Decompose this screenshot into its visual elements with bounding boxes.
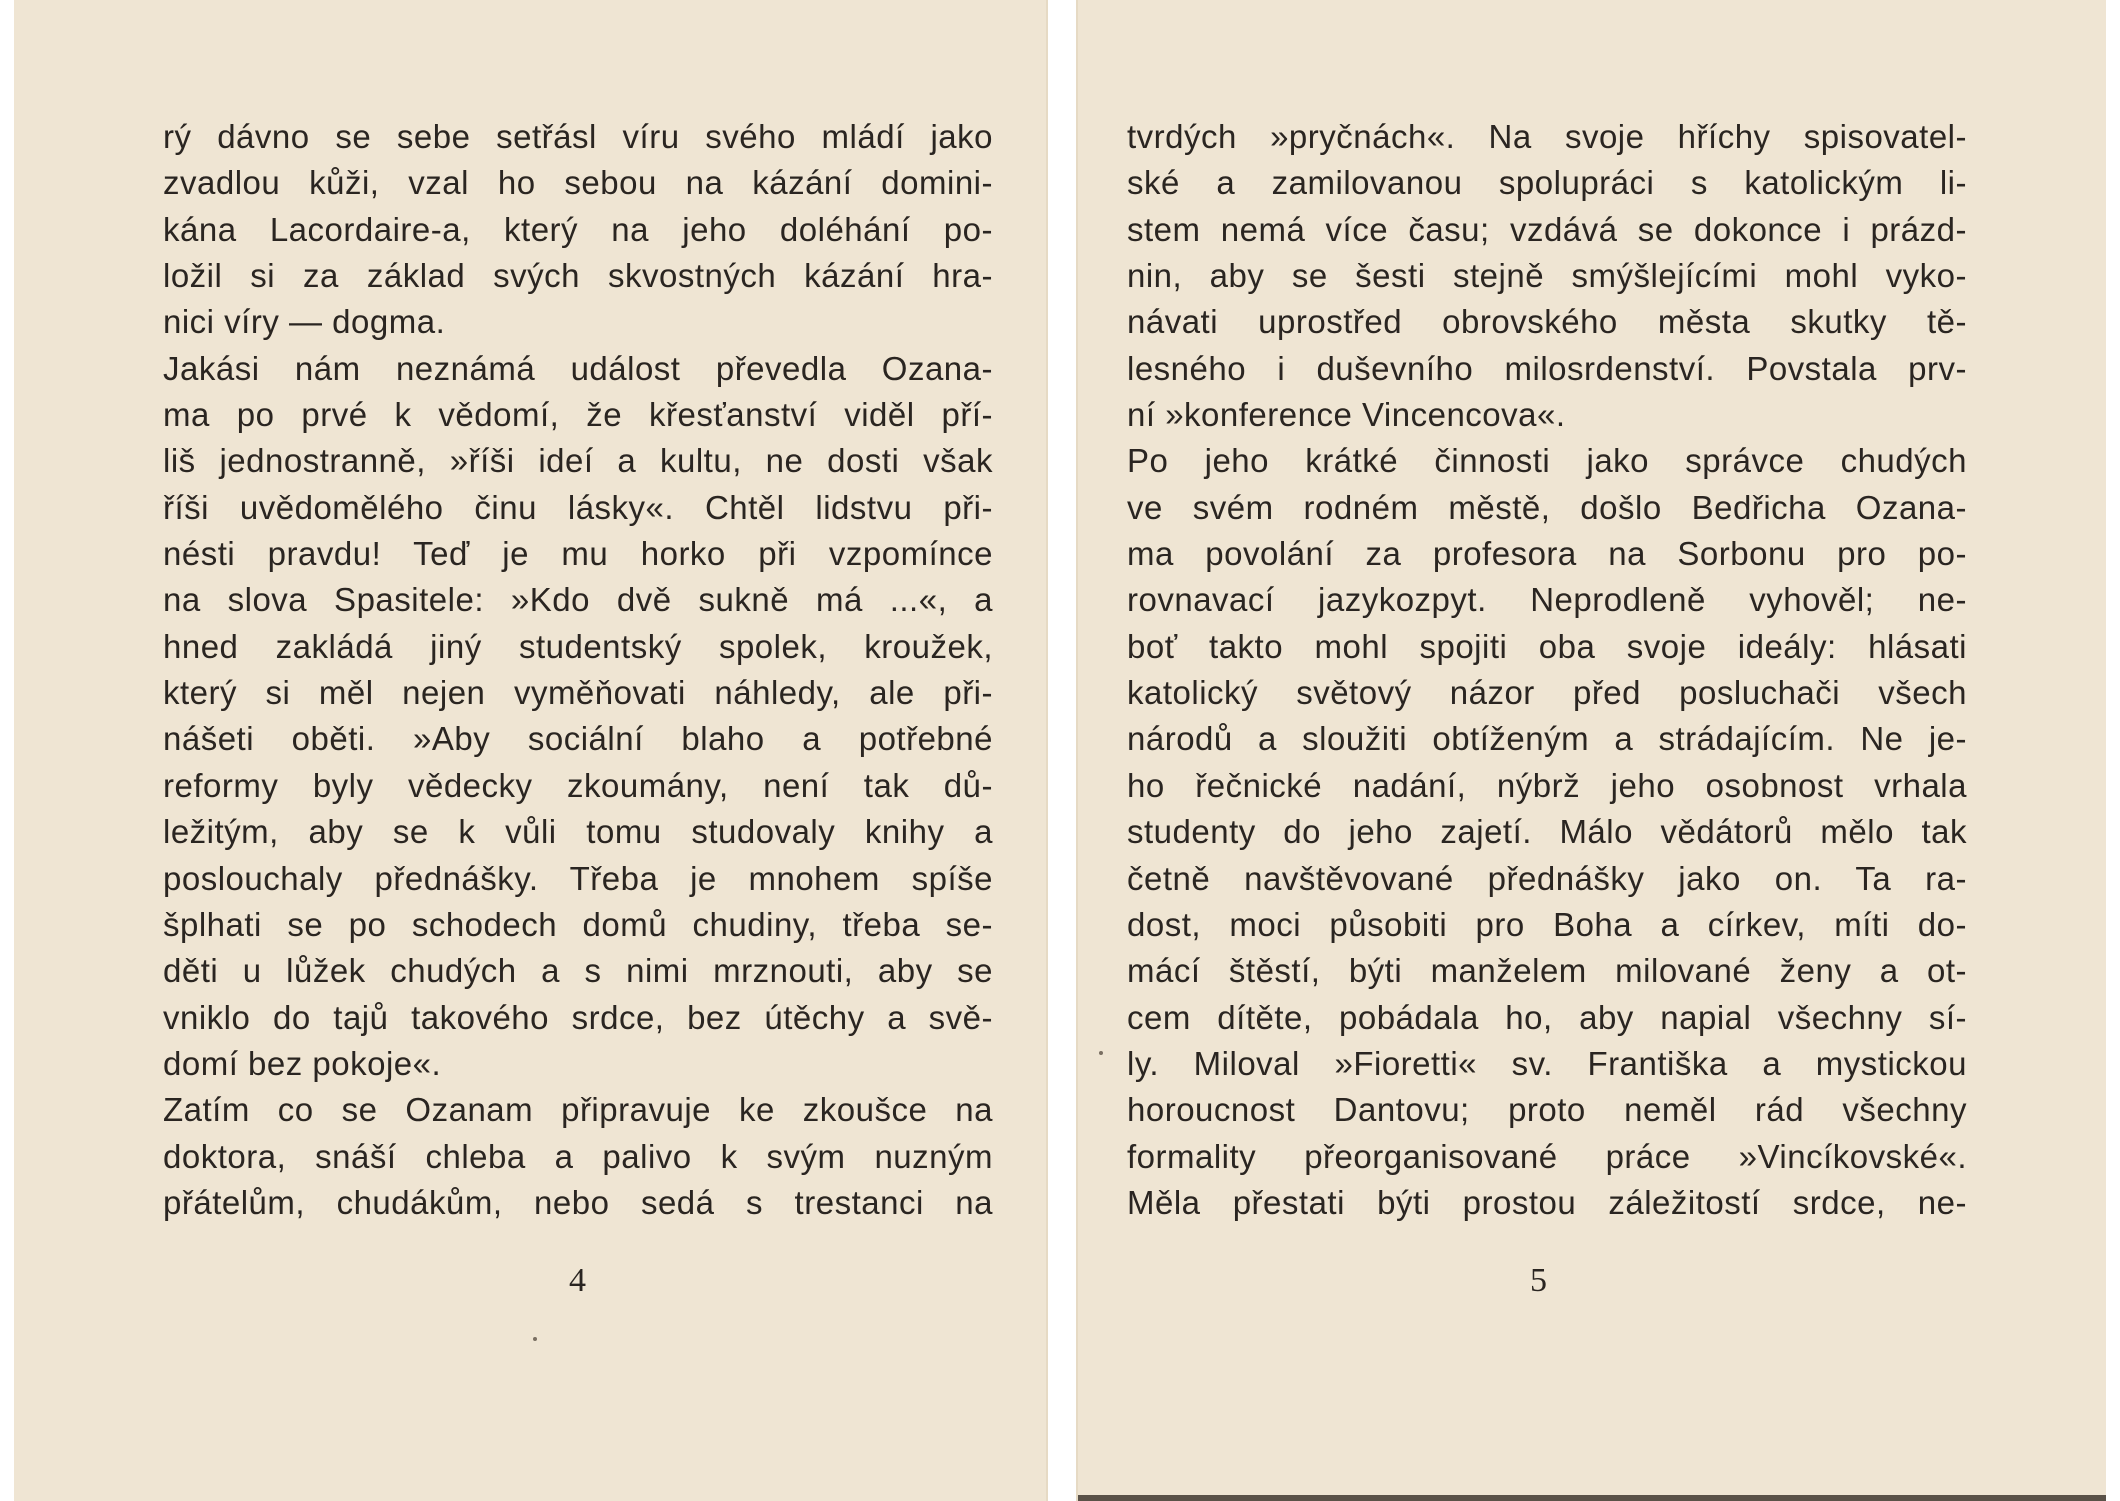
text-line: Jakási nám neznámá událost převedla Ozana- (163, 349, 993, 387)
text-line: katolický světový názor před posluchači všech (1127, 674, 1967, 712)
text-line: vniklo do tajů takového srdce, bez útěchy a svě- (163, 998, 993, 1036)
text-line: ly. Miloval »Fioretti« sv. Františka a mystickou (1127, 1044, 1967, 1082)
text-line: zvadlou kůži, vzal ho sebou na kázání domini- (163, 164, 993, 202)
paper-speck (533, 1337, 537, 1341)
text-line: ní »konference Vincencova«. (1127, 396, 1566, 434)
text-line: nésti pravdu! Teď je mu horko při vzpomínce (163, 535, 993, 573)
text-line: ložil si za základ svých skvostných kázání hra- (163, 257, 993, 295)
paper-speck (1099, 1051, 1103, 1055)
text-line: četně navštěvované přednášky jako on. Ta ra- (1127, 859, 1967, 897)
text-line: na slova Spasitele: »Kdo dvě sukně má ...«, a (163, 581, 993, 619)
text-line: horoucnost Dantovu; proto neměl rád všechny (1127, 1091, 1967, 1129)
text-line: hned zakládá jiný studentský spolek, kroužek, (163, 627, 993, 665)
text-line: nici víry — dogma. (163, 303, 446, 341)
text-line: Měla přestati býti prostou záležitostí srdce, ne- (1127, 1183, 1967, 1221)
text-line: stem nemá více času; vzdává se dokonce i prázd- (1127, 210, 1967, 248)
text-line: přátelům, chudákům, nebo sedá s trestanci na (163, 1183, 993, 1221)
left-page-text (163, 114, 993, 1226)
text-line: který si měl nejen vyměňovati náhledy, ale při- (163, 674, 993, 712)
text-line: Po jeho krátké činnosti jako správce chudých (1127, 442, 1967, 480)
text-line: děti u lůžek chudých a s nimi mrznouti, aby se (163, 952, 993, 990)
left-page (14, 0, 1048, 1501)
text-line: ma po prvé k vědomí, že křesťanství viděl pří- (163, 396, 993, 434)
page-number: 4 (569, 1262, 586, 1299)
text-line: ho řečnické nadání, nýbrž jeho osobnost vrhala (1127, 766, 1967, 804)
text-line: liš jednostranně, »říši ideí a kultu, ne dosti však (163, 442, 993, 480)
text-line: reformy byly vědecky zkoumány, není tak dů- (163, 766, 993, 804)
text-line: říši uvědomělého činu lásky«. Chtěl lidstvu při- (163, 488, 993, 526)
text-line: ské a zamilovanou spolupráci s katolickým li- (1127, 164, 1967, 202)
text-line: šplhati se po schodech domů chudiny, třeba se- (163, 905, 993, 943)
text-line: rý dávno se sebe setřásl víru svého mládí jako (163, 118, 993, 155)
text-line: kána Lacordaire-a, který na jeho doléhání po- (163, 210, 993, 248)
text-line: formality přeorganisované práce »Vincíkovské«. (1127, 1137, 1967, 1175)
text-line: doktora, snáší chleba a palivo k svým nuzným (163, 1137, 993, 1175)
text-line: domí bez pokoje«. (163, 1044, 442, 1082)
text-line: nášeti oběti. »Aby sociální blaho a potřebné (163, 720, 993, 758)
text-line: nin, aby se šesti stejně smýšlejícími mohl vyko- (1127, 257, 1967, 295)
text-line: boť takto mohl spojiti oba svoje ideály: hlásati (1127, 627, 1967, 665)
text-line: cem dítěte, pobádala ho, aby napial všechny sí- (1127, 998, 1967, 1036)
text-line: Zatím co se Ozanam připravuje ke zkoušce na (163, 1091, 993, 1129)
right-page (1076, 0, 2106, 1501)
text-line: poslouchaly přednášky. Třeba je mnohem spíše (163, 859, 993, 897)
text-line: národů a sloužiti obtíženým a strádajícím. Ne je- (1127, 720, 1967, 758)
text-line: mácí štěstí, býti manželem milované ženy a ot- (1127, 952, 1967, 990)
text-line: dost, moci působiti pro Boha a církev, míti do- (1127, 905, 1967, 943)
text-line: tvrdých »pryčnách«. Na svoje hříchy spisovatel- (1127, 118, 1967, 155)
text-line: rovnavací jazykozpyt. Neprodleně vyhověl; ne- (1127, 581, 1967, 619)
text-line: studenty do jeho zajetí. Málo vědátorů mělo tak (1127, 813, 1967, 851)
text-line: ma povolání za profesora na Sorbonu pro po- (1127, 535, 1967, 573)
text-line: lesného i duševního milosrdenství. Povstala prv- (1127, 349, 1967, 387)
page-edge-shadow (1078, 1495, 2106, 1501)
right-page-text (1127, 114, 1967, 1226)
text-line: ve svém rodném městě, došlo Bedřicha Ozana- (1127, 488, 1967, 526)
text-line: ležitým, aby se k vůli tomu studovaly knihy a (163, 813, 993, 851)
page-number: 5 (1530, 1262, 1547, 1299)
text-line: návati uprostřed obrovského města skutky tě- (1127, 303, 1967, 341)
